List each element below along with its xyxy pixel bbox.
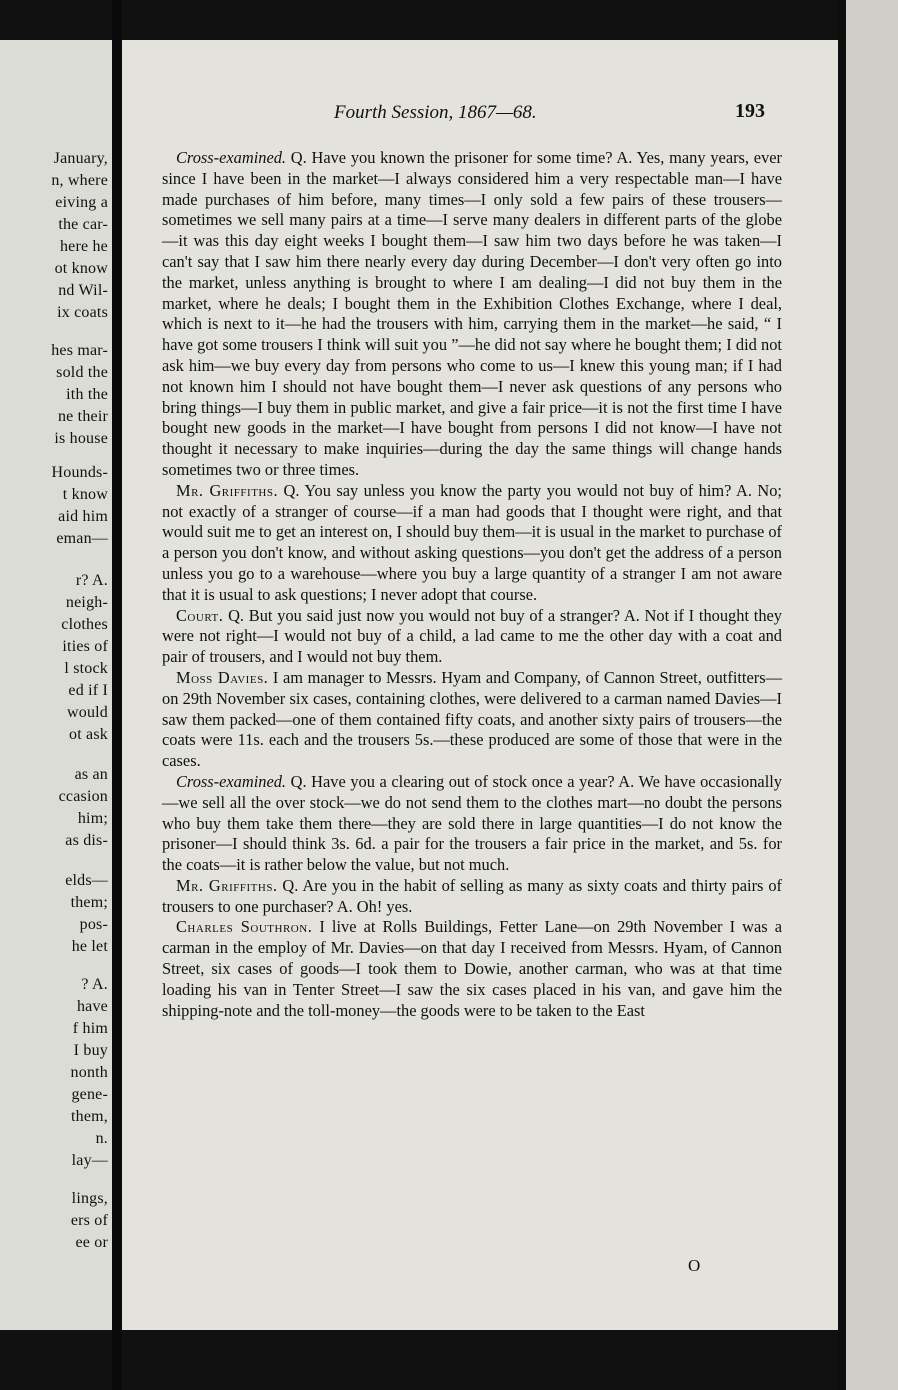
signature-mark: O [688,1256,701,1275]
left-page-line: ities of [62,638,108,655]
speaker-name: Court. [176,605,224,625]
left-page-line: him; [77,810,108,827]
left-page-line: is house [54,430,108,447]
left-page-line: l stock [64,660,108,677]
left-page-line: he let [71,938,108,955]
left-page-line: here he [59,238,108,255]
left-page-line: pos- [79,916,108,933]
left-page-line: elds— [65,872,108,889]
left-page-line: ne their [57,408,108,425]
left-page-line: ed if I [68,682,108,699]
left-page-line: ot know [54,260,108,277]
left-page-line: lay— [71,1152,108,1169]
testimony-paragraph [162,481,782,606]
left-page-line: nonth [70,1064,108,1081]
left-page-line: ers of [70,1212,108,1229]
left-page-line: neigh- [65,594,108,611]
left-page-line: have [76,998,108,1015]
left-page-line: eiving a [55,194,108,211]
left-page-line: ith the [66,386,108,403]
testimony-paragraph [162,876,782,918]
left-page-line: would [67,704,108,721]
testimony-paragraph [162,148,782,481]
left-page-line: ee or [75,1234,108,1251]
left-page-fragment [0,40,115,1330]
left-page-line: t know [62,486,108,503]
left-page-line: the car- [58,216,108,233]
testimony-text: Q. But you said just now you would not buy of a stranger? A. Not if I thought they were not right—I would not buy of a child, a lad came to me the other day with a coat and pair of trousers, and I would not buy them. [162,605,782,667]
left-page-line: r? A. [75,572,108,589]
page-edge-shadow [838,0,898,1390]
book-gutter [112,0,122,1390]
left-page-line: nd Wil- [58,282,108,299]
left-page-line: as an [74,766,108,783]
book-page [122,40,838,1330]
page-number: 193 [735,100,765,122]
left-page-line: January, [53,150,108,167]
left-page-line: gene- [71,1086,108,1103]
left-page-line: hes mar- [51,342,108,359]
testimony-paragraph [162,772,782,876]
testimony-text: Q. Have you a clearing out of stock once a year? A. We have occasionally—we sell all the over stock—we do not send them to the clothes mart—no doubt the persons who buy them take them there—they are sold there in large quantities—I do not know the prisoner—I should think 3s. 6d. a pair for the trousers a fair price in the market, and 5s. for the coats—it is rather below the value, but not much. [162,771,782,875]
speaker-name: Mr. Griffiths. [176,480,279,500]
left-page-line: them; [70,894,108,911]
speaker-name: Cross-examined. [176,148,287,167]
left-page-line: as dis- [65,832,108,849]
left-page-line: ot ask [69,726,108,743]
speaker-name: Charles Southron. [176,917,313,937]
testimony-text: Q. You say unless you know the party you would not buy of him? A. No; not exactly of a stranger of course—if a man had goods that I thought were right, and that would suit me to get an interest on, I should buy them—it is usual in the market to purchase of a person you don't know, and without asking questions—you don't get the address of a person unless you go to a warehouse—where you buy a large quantity of a stranger I am not aware that it is usual to ask questions; I never adopt that course. [162,480,783,604]
left-page-line: n. [95,1130,108,1147]
testimony-text: Q. Have you known the prisoner for some time? A. Yes, many years, ever since I have been in the market—I always considered him a very respectable man—I have made purchases of him before, many times—I only sold a few pairs of these trousers—sometimes we sell many pairs at a time—I serve many dealers in different parts of the globe—it was this day eight weeks I bought them—I saw him two days before he was taken—I can't say that I saw him there nearly every day during December—I don't very often go into the market, unless anything is brought to where I am dealing—I did not buy them in the market, where he deals; I bought them in the Exhibition Clothes Exchange, where I deal, which is next to it—he had the trousers with him, carrying them in the market—he said, “ I have got some trousers I think will suit you ”—he did not say where he bought them; I did not ask him—we buy every day from persons who come to us—I knew this young man; if I had not known him I should not have bought them—I never ask questions of any persons who bring things—I buy them in public market, and give a fair price—it is not the first time I have bought new goods in the market—I have bought from persons I did not know—I have not thought it necessary to make inquiries—during the day the same things will change hands sometimes two or three times. [162,148,782,479]
left-page-line: ix coats [57,304,108,321]
speaker-name: Moss Davies. [176,667,269,687]
left-page-line: clothes [61,616,108,633]
left-page-line: aid him [58,508,108,525]
testimony-paragraph [162,606,782,668]
speaker-name: Mr. Griffiths. [176,875,278,895]
left-page-line: them, [71,1108,108,1125]
running-title: Fourth Session, 1867—68. [334,102,537,123]
left-page-line: lings, [71,1190,108,1207]
testimony-text: I am manager to Messrs. Hyam and Company, of Cannon Street, outfitters—on 29th November six cases, containing clothes, were delivered to a carman named Davies—I saw them packed—one of them contained fifty coats, and another sixty pairs of trousers—the coats were 11s. each and the trousers 5s.—these produced are some of those that were in the cases. [162,667,782,771]
left-page-line: ? A. [81,976,108,993]
left-page-line: eman— [56,530,108,547]
speaker-name: Cross-examined. [176,771,287,791]
left-page-line: sold the [56,364,108,381]
left-page-line: ccasion [58,788,108,805]
testimony-text: I live at Rolls Buildings, Fetter Lane—on 29th November I was a carman in the employ of Mr. Davies—on that day I received from Messrs. Hyam, of Cannon Street, six cases of goods—I took them to Dowie, another carman, who was at that time loading his van in Tenter Street—I saw the six cases placed in his van, and gave him the shipping-note and the toll-money—the goods were to be taken to the East [162,917,782,1020]
testimony-text: Q. Are you in the habit of selling as many as sixty coats and thirty pairs of trousers to one purchaser? A. Oh! yes. [162,875,782,916]
testimony-paragraph [162,917,782,1021]
left-page-line: I buy [73,1042,108,1059]
testimony-paragraph [162,668,782,772]
left-page-line: n, where [51,172,108,189]
body-text [162,148,782,1021]
left-page-line: f him [72,1020,108,1037]
left-page-line: Hounds- [51,464,108,481]
